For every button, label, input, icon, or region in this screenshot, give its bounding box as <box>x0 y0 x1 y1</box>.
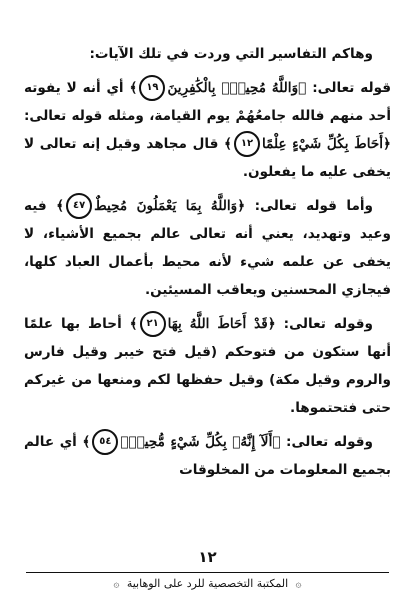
paragraph-text: أحاط بها علمًا أنها ستكون من فتوحكم (قيل فتح خيبر وقيل فارس والروم وقيل مكة) وقيل حفظها لكم ومنعها من غيركم حتى فتحتموها. <box>24 316 391 416</box>
verse-open-bracket: ﴿ <box>272 434 281 450</box>
ornament-icon: ۞ <box>113 579 120 590</box>
footer-divider <box>26 572 389 573</box>
paragraph <box>24 428 391 484</box>
page-number: ١٢ <box>198 548 217 566</box>
paragraph-text: وأما قوله تعالى: <box>245 198 373 214</box>
verse-open-bracket: ﴿ <box>298 80 307 96</box>
quran-verse: وَاللَّهُ بِمَا يَعْمَلُونَ مُحِيطٌ <box>94 198 238 214</box>
paragraph-text: أي أنه لا يفوته أحد منهم فالله جامعُهُمْ يوم القيامة، ومثله قوله تعالى: <box>24 80 391 124</box>
paragraph <box>24 40 391 68</box>
quran-verse: أَلَآ إِنَّهُۥ بِكُلِّ شَيْءٍ مُّحِيطٌۢ <box>120 434 273 450</box>
ayah-number-badge: ٥٤ <box>92 429 118 455</box>
verse-close-bracket: ﴾ <box>56 198 65 214</box>
quran-verse: قَدْ أَحَاطَ اللَّهُ بِهَا <box>167 316 268 332</box>
paragraph-text: أي عالم بجميع المعلومات من المخلوقات <box>24 434 391 478</box>
footer-library-name: المكتبة التخصصية للرد على الوهابية <box>126 577 289 590</box>
paragraph-text: وهاكم التفاسير التي وردت في تلك الآيات: <box>89 46 373 62</box>
body-text <box>24 40 391 484</box>
paragraph <box>24 192 391 304</box>
paragraph-text: قال مجاهد وقيل إنه تعالى لا يخفى عليه ما يفعلون. <box>24 136 391 180</box>
paragraph-text: وقوله تعالى: <box>275 316 373 332</box>
ornament-icon: ۞ <box>295 579 302 590</box>
quran-verse: وَاللَّهُ مُحِيطٌۢ بِالْكَٰفِرِينَ <box>167 80 299 96</box>
paragraph-text: وقوله تعالى: <box>280 434 373 450</box>
verse-open-bracket: ﴿ <box>237 198 246 214</box>
paragraph-text: قوله تعالى: <box>306 80 391 96</box>
paragraph <box>24 310 391 422</box>
ayah-number-badge: ٢١ <box>140 311 166 337</box>
quran-verse: أَحَاطَ بِكُلِّ شَيْءٍ عِلْمًا <box>261 136 384 152</box>
paragraph <box>24 74 391 186</box>
footer <box>0 577 415 590</box>
verse-close-bracket: ﴾ <box>82 434 91 450</box>
ayah-number-badge: ١٩ <box>139 75 165 101</box>
ayah-number-badge: ١٢ <box>234 131 260 157</box>
verse-open-bracket: ﴿ <box>267 316 276 332</box>
verse-open-bracket: ﴿ <box>383 136 391 152</box>
ayah-number-badge: ٤٧ <box>66 193 92 219</box>
paragraph-text: فيه وعيد وتهديد، يعني أنه تعالى عالم بجميع الأشياء، لا يخفى عن علمه شيء لأنه محيط بأعمال العباد كلها، فيجازي المحسنين ويعاقب المسيئين. <box>24 198 391 298</box>
verse-close-bracket: ﴾ <box>224 136 232 152</box>
verse-close-bracket: ﴾ <box>129 316 138 332</box>
verse-close-bracket: ﴾ <box>129 80 138 96</box>
